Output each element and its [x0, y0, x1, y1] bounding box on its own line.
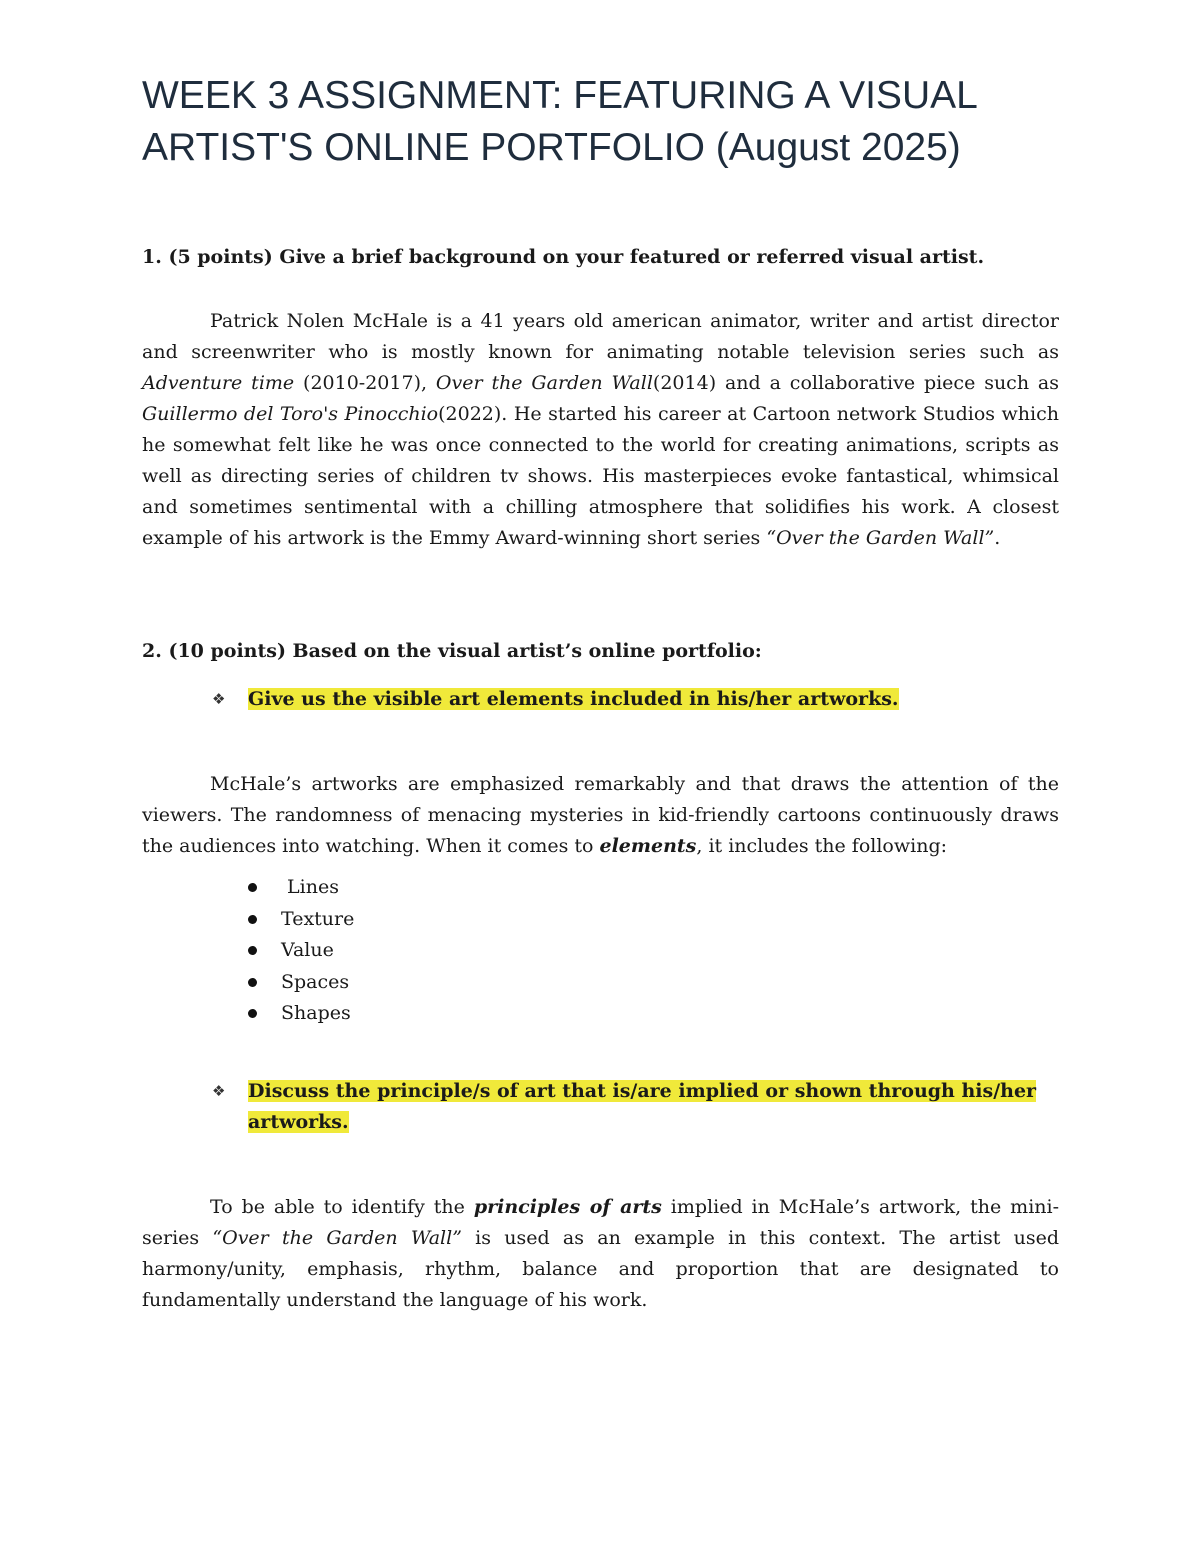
question-1: 1. (5 points) Give a brief background on your featured or referred visual artist. [142, 246, 985, 268]
document-page [142, 70, 1059, 1316]
bullet-principles [142, 1076, 1059, 1138]
list-item: Spaces [248, 967, 1059, 999]
answer-1-paragraph: Patrick Nolen McHale is a 41 years old american animator, writer and artist director and screenwriter who is mostly known for animating notable television series such as Adventure time (2010-2017), Over the Garden Wall(2014) and a collaborative piece such as Guillermo del Toro's Pinocchio(2022). He started his career at Cartoon network Studios which he somewhat felt like he was once connected to the world for creating animations, scripts as well as directing series of children tv shows. His masterpieces evoke fantastical, whimsical and sometimes sentimental with a chilling atmosphere that solidifies his work. A closest example of his artwork is the Emmy Award-winning short series “Over the Garden Wall”. [142, 310, 1060, 549]
diamond-bullet-icon: ❖ [212, 1081, 226, 1100]
bullet-dot-icon [248, 915, 257, 924]
highlighted-prompt-elements: Give us the visible art elements included in his/her artworks. [248, 688, 899, 710]
list-item: Value [248, 935, 1059, 967]
answer-2-paragraph: McHale’s artworks are emphasized remarkably and that draws the attention of the viewers. The randomness of menacing mysteries in kid-friendly cartoons continuously draws the audiences into watching. When it comes to elements, it includes the following: [142, 773, 1059, 857]
list-item: Shapes [248, 998, 1059, 1030]
bullet-dot-icon [248, 883, 257, 892]
list-item: Texture [248, 904, 1059, 936]
document-title: WEEK 3 ASSIGNMENT: FEATURING A VISUAL ARTIST'S ONLINE PORTFOLIO (August 2025) [142, 74, 977, 169]
highlighted-prompt-principles: Discuss the principle/s of art that is/are implied or shown through his/her artworks. [248, 1079, 1037, 1133]
bullet-dot-icon [248, 1009, 257, 1018]
diamond-bullet-icon: ❖ [212, 690, 226, 708]
list-item: Lines [248, 872, 1059, 904]
elements-list [142, 872, 1059, 1030]
bullet-dot-icon [248, 946, 257, 955]
bullet-dot-icon [248, 978, 257, 987]
bullet-elements [142, 684, 1059, 715]
answer-3-paragraph: To be able to identify the principles of arts implied in McHale’s artwork, the mini-series “Over the Garden Wall” is used as an example in this context. The artist used harmony/unity, emphasis, rhythm, balance and proportion that are designated to fundamentally understand the language of his work. [142, 1195, 1060, 1311]
question-2: 2. (10 points) Based on the visual artist’s online portfolio: [142, 640, 762, 662]
